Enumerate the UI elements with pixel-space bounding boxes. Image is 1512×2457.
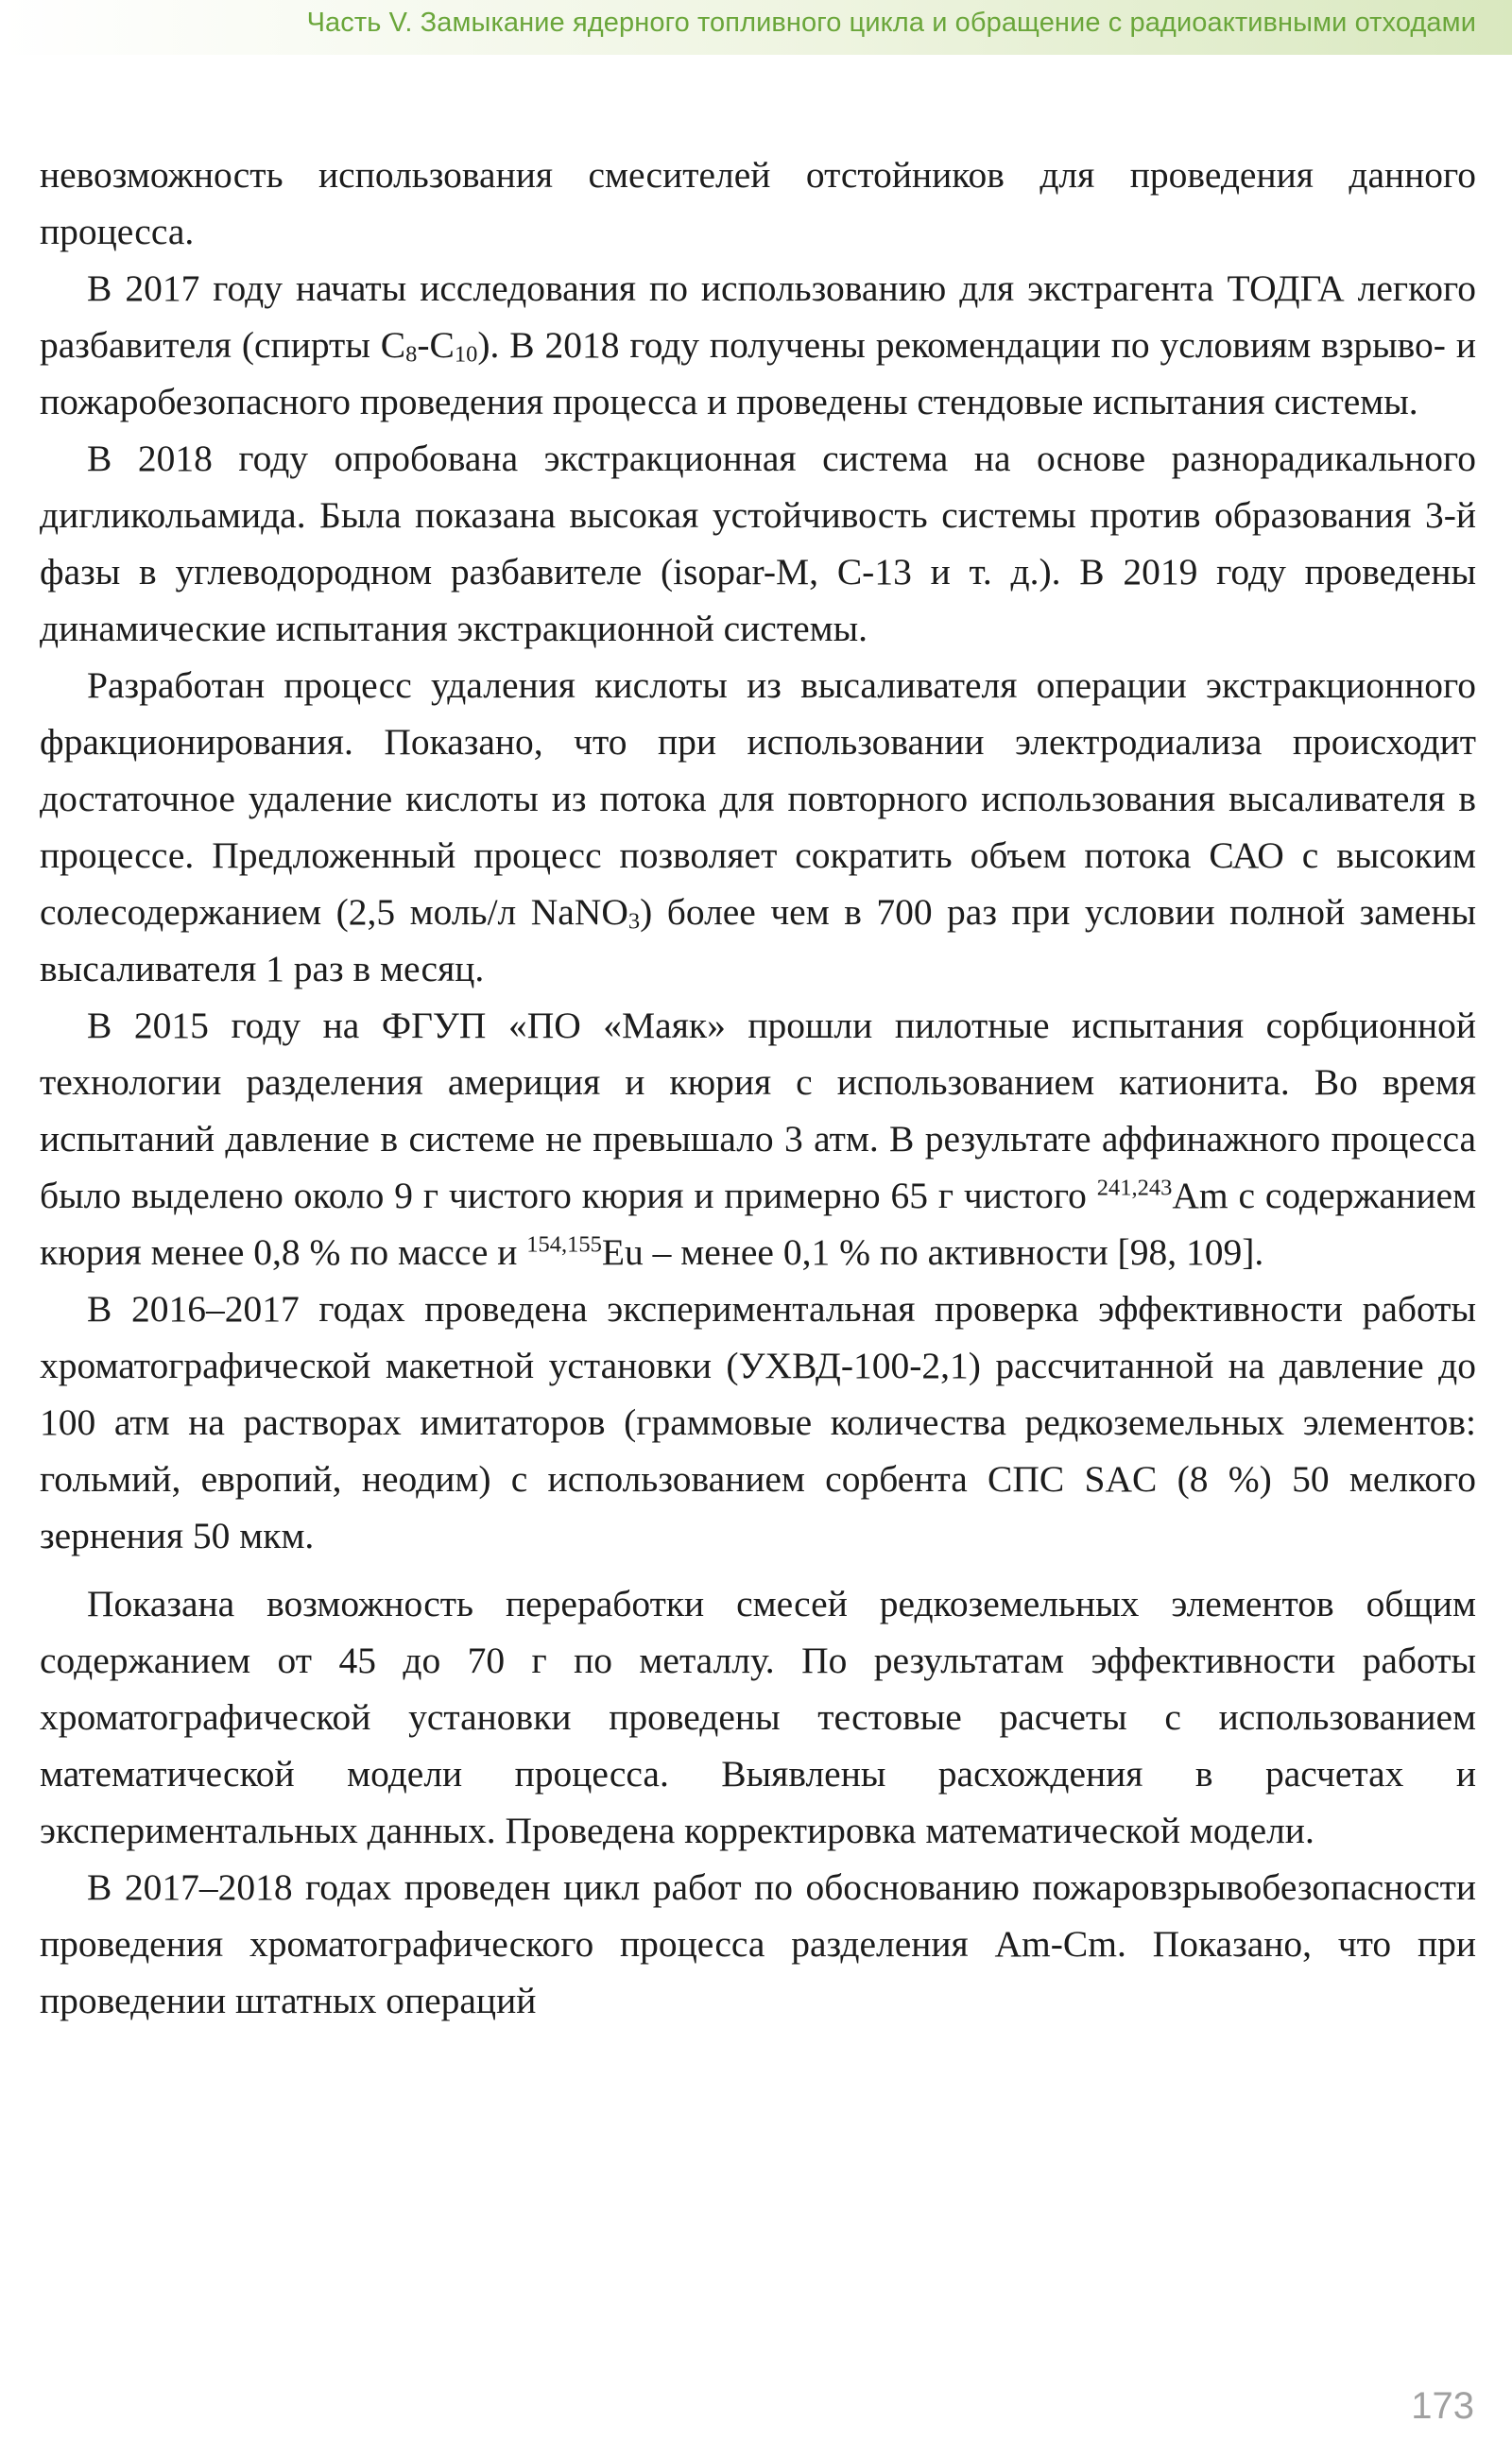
paragraph-electrodialysis: Разработан процесс удаления кислоты из высаливателя операции экстракционного фракционирования. Показано, что при использовании электродиализа происходит достаточное удаление кислоты из потока для повторного использования высаливателя в процессе. Предложенный процесс позволяет сократить объем потока САО с высоким солесодержанием (2,5 моль/л NaNO$_3$) более чем в 700 раз при условии полной замены высаливателя 1 раз в месяц. [40, 664, 1476, 989]
page-body [40, 146, 1476, 2029]
page-number: 173 [1411, 2385, 1474, 2427]
paragraph-fire-safety: В 2017–2018 годах проведен цикл работ по обоснованию пожаровзрывобезопасности проведения хроматографического процесса разделения Am-Cm. Показано, что при проведении штатных операций [40, 1866, 1476, 2021]
running-header [0, 0, 1512, 55]
paragraph-rare-earth-processing: Показана возможность переработки смесей редкоземельных элементов общим содержанием от 45 до 70 г по металлу. По результатам эффективности работы хроматографической установки проведены тестовые расчеты с использованием математической модели процесса. Выявлены расхождения в расчетах и экспериментальных данных. Проведена корректировка математической модели. [40, 1583, 1476, 1851]
paragraph-diglycolamide: В 2018 году опробована экстракционная система на основе разнорадикального дигликольамида. Была показана высокая устойчивость системы против образования 3-й фазы в углеводородном разбавителе (isopar-M, C-13 и т. д.). В 2019 году проведены динамические испытания экстракционной системы. [40, 438, 1476, 649]
paragraph-continuation: невозможность использования смесителей отстойников для проведения данного процесса. [40, 154, 1476, 252]
paragraph-chromatography-setup: В 2016–2017 годах проведена экспериментальная проверка эффективности работы хроматографической макетной установки (УХВД-100-2,1) рассчитанной на давление до 100 атм на растворах имитаторов (граммовые количества редкоземельных элементов: гольмий, европий, неодим) с использованием сорбента СПС SAC (8 %) 50 мелкого зернения 50 мкм. [40, 1288, 1476, 1556]
running-header-title: Часть V. Замыкание ядерного топливного цикла и обращение с радиоактивными отходами [306, 8, 1476, 38]
paragraph-todga-diluent: В 2017 году начаты исследования по использованию для экстрагента ТОДГА легкого разбавителя (спирты $C_8-C_{10}$). В 2018 году получены рекомендации по условиям взрыво- и пожаробезопасного проведения процесса и проведены стендовые испытания системы. [40, 267, 1476, 422]
paragraph-mayak-pilot-tests: В 2015 году на ФГУП «ПО «Маяк» прошли пилотные испытания сорбционной технологии разделения америция и кюрия с использованием катионита. Во время испытаний давление в системе не превышало 3 атм. В результате аффинажного процесса было выделено около 9 г чистого кюрия и примерно 65 г чистого $^{241,243}$Am с содержанием кюрия менее 0,8 % по массе и $^{154,155}$Eu – менее 0,1 % по активности [98, 109]. [40, 1005, 1476, 1273]
